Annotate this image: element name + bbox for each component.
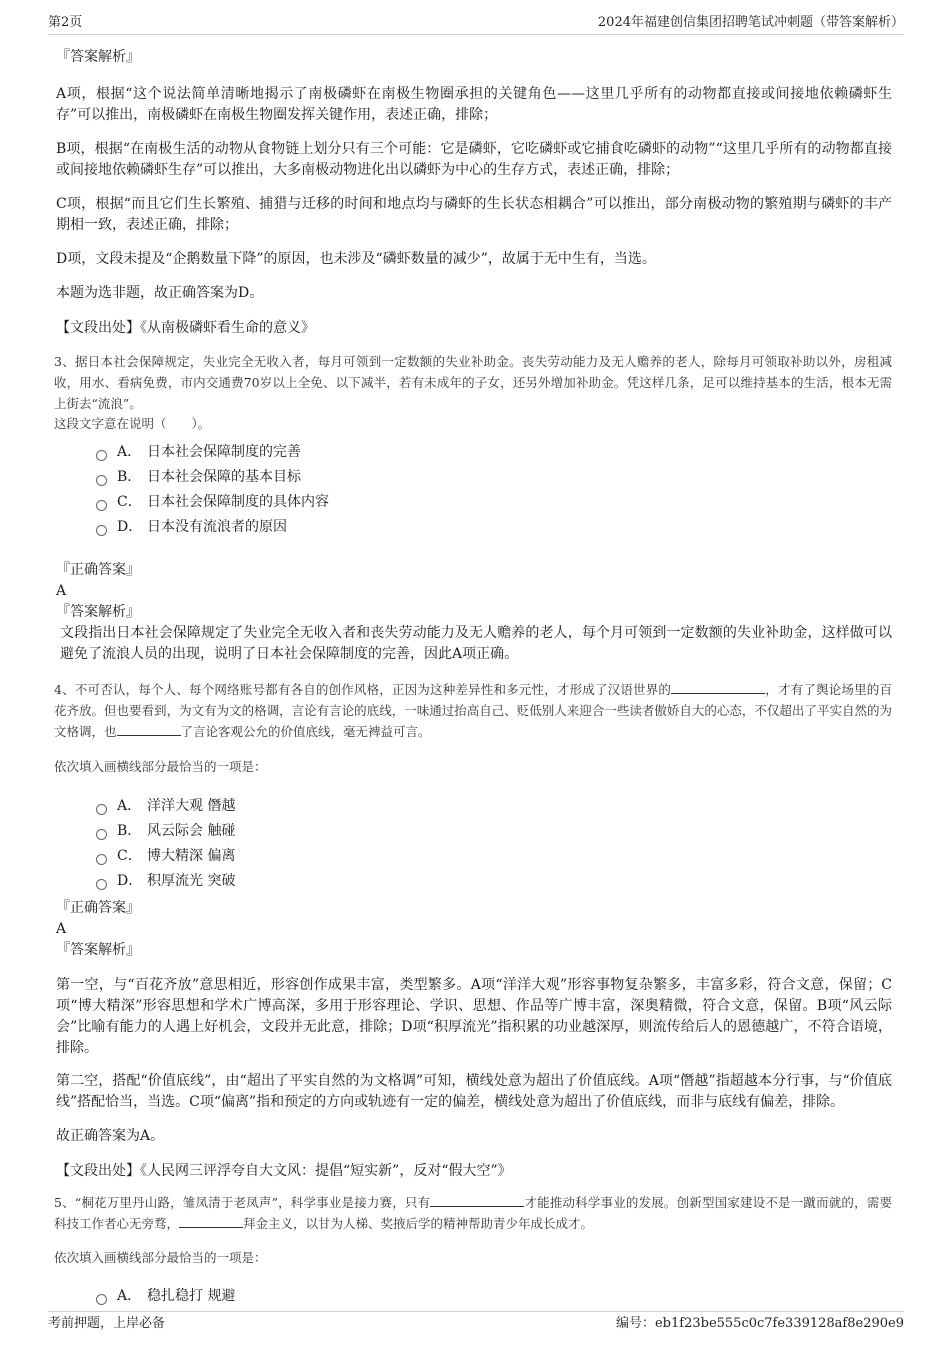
option-text: 博大精深 偏离 (147, 848, 236, 864)
page-header (48, 14, 904, 35)
q3-option-c[interactable] (96, 490, 892, 515)
q4-option-a[interactable] (96, 794, 892, 819)
q4-text-2: ，才有了舆论场里的百花齐放。但也要看到，为文有为文的格调，言论有言论的底线，一味通过抬高自己、贬低别人来迎合一些读者傲娇自大的心态，不仅超出了平实自然的为文格调，也 (54, 682, 892, 739)
radio-icon[interactable] (96, 829, 107, 840)
option-text: 洋洋大观 僭越 (147, 798, 236, 814)
q3-options (56, 440, 892, 540)
option-letter: C． (117, 848, 142, 864)
q4-analysis-1: 第一空，与“百花齐放”意思相近，形容创作成果丰富，类型繁多。A项“洋洋大观”形容事物复杂繁多，丰富多彩，符合文意，保留；C项“博大精深”形容思想和学术广博高深，多用于形容理论、学识、思想、作品等广博丰富，深奥精微，符合文意，保留。B项“风云际会”比喻有能力的人遇上好机会，文段并无此意，排除；D项“积厚流光”指积累的功业越深厚，则流传给后人的恩德越广，不符合语境，排除。 (56, 977, 892, 1056)
option-text: 日本社会保障制度的具体内容 (147, 494, 329, 510)
q3-option-a[interactable] (96, 440, 892, 465)
radio-icon[interactable] (96, 1294, 107, 1305)
q4-question-text (54, 679, 892, 742)
q2-analysis-c: C项，根据“而且它们生长繁殖、捕猎与迁移的时间和地点均与磷虾的生长状态相耦合”可以推出，部分南极动物的繁殖期与磷虾的丰产期相一致，表述正确，排除； (56, 196, 892, 233)
option-letter: A． (117, 1288, 142, 1304)
option-letter: B． (117, 823, 142, 839)
q3-analysis-heading: 『答案解析』 (56, 604, 140, 620)
q2-conclusion: 本题为选非题，故正确答案为D。 (56, 285, 264, 301)
q2-analysis-b: B项，根据“在南极生活的动物从食物链上划分只有三个可能：它是磷虾，它吃磷虾或它捕食吃磷虾的动物”“这里几乎所有的动物都直接或间接地依赖磷虾生存”可以推出，大多南极动物进化出以磷虾为中心的生存方式，表述正确，排除； (56, 141, 892, 178)
option-text: 日本没有流浪者的原因 (147, 519, 287, 535)
q2-analysis-d: D项，文段未提及“企鹅数量下降”的原因，也未涉及“磷虾数量的减少”，故属于无中生有，当选。 (56, 251, 656, 267)
q2-analysis-heading: 『答案解析』 (56, 49, 140, 65)
document-body (56, 44, 892, 1309)
radio-icon[interactable] (96, 475, 107, 486)
option-letter: B． (117, 469, 142, 485)
radio-icon[interactable] (96, 525, 107, 536)
q3-question-text: 3、据日本社会保障规定，失业完全无收入者，每月可领到一定数额的失业补助金。丧失劳动能力及无人赡养的老人，除每月可领取补助以外，房租减收，用水、看病免费，市内交通费70岁以上全免、以下减半，若有未成年的子女，还另外增加补助金。凭这样几条，足可以维持基本的生活，根本无需上街去“流浪”。 (54, 354, 892, 411)
q5-text-2: 才能推动科学事业的发展。创新型国家建设不是一蹴而就的，需要科技工作者心无旁骛， (54, 1195, 892, 1231)
q4-options (56, 794, 892, 894)
q4-option-d[interactable] (96, 869, 892, 894)
radio-icon[interactable] (96, 854, 107, 865)
q3-answer: A (56, 583, 67, 599)
option-letter: D． (117, 519, 143, 535)
q4-text-3: 了言论客观公允的价值底线，毫无裨益可言。 (180, 724, 431, 739)
radio-icon[interactable] (96, 804, 107, 815)
q5-options (56, 1284, 892, 1309)
q4-analysis-heading: 『答案解析』 (56, 942, 140, 958)
radio-icon[interactable] (96, 500, 107, 511)
q2-analysis-a: A项，根据“这个说法简单清晰地揭示了南极磷虾在南极生物圈承担的关键角色——这里几乎所有的动物都直接或间接地依赖磷虾生存”可以推出，南极磷虾在南极生物圈发挥关键作用，表述正确，排除； (56, 86, 892, 123)
q5-blank-1 (430, 1192, 524, 1207)
q5-prompt: 依次填入画横线部分最恰当的一项是： (54, 1250, 267, 1265)
q5-blank-2 (179, 1213, 243, 1228)
page-footer (48, 1311, 904, 1336)
q4-analysis-2: 第二空，搭配“价值底线”，由“超出了平实自然的为文格调”可知，横线处意为超出了价值底线。A项“僭越”指超越本分行事，与“价值底线”搭配恰当，当选。C项“偏离”指和预定的方向或轨迹有一定的偏差，横线处意为超出了价值底线，而非与底线有偏差，排除。 (56, 1073, 892, 1110)
option-text: 积厚流光 突破 (147, 873, 236, 889)
footer-slogan: 考前押题，上岸必备 (48, 1316, 166, 1331)
q4-text-1: 4、不可否认，每个人、每个网络账号都有各自的创作风格，正因为这种差异性和多元性，才形成了汉语世界的 (54, 682, 672, 697)
option-letter: A． (117, 444, 142, 460)
q4-option-b[interactable] (96, 819, 892, 844)
q2-source: 【文段出处】《从南极磷虾看生命的意义》 (56, 320, 315, 336)
q4-answer-heading: 『正确答案』 (56, 900, 140, 916)
option-letter: C． (117, 494, 142, 510)
q4-conclusion: 故正确答案为A。 (56, 1128, 165, 1144)
document-code: 编号：eb1f23be555c0c7fe339128af8e290e9 (615, 1316, 904, 1331)
option-letter: D． (117, 873, 143, 889)
option-letter: A． (117, 798, 142, 814)
page-number: 第2页 (48, 15, 83, 30)
q5-question-text (54, 1192, 892, 1234)
radio-icon[interactable] (96, 879, 107, 890)
q3-answer-heading: 『正确答案』 (56, 562, 140, 578)
q4-blank-2 (117, 721, 181, 736)
option-text: 日本社会保障制度的完善 (147, 444, 301, 460)
option-text: 风云际会 触碰 (147, 823, 236, 839)
q5-text-3: 拜金主义，以甘为人梯、奖掖后学的精神帮助青少年成长成才。 (243, 1216, 594, 1231)
q4-option-c[interactable] (96, 844, 892, 869)
q4-prompt: 依次填入画横线部分最恰当的一项是： (54, 759, 267, 774)
option-text: 稳扎稳打 规避 (147, 1288, 236, 1304)
q3-analysis: 文段指出日本社会保障规定了失业完全无收入者和丧失劳动能力及无人赡养的老人，每个月可领到一定数额的失业补助金，这样做可以避免了流浪人员的出现，说明了日本社会保障制度的完善，因此A项正确。 (60, 625, 892, 662)
document-title: 2024年福建创信集团招聘笔试冲刺题（带答案解析） (597, 15, 904, 30)
radio-icon[interactable] (96, 450, 107, 461)
q5-option-a[interactable] (96, 1284, 892, 1309)
q4-blank-1 (671, 679, 765, 694)
q4-source: 【文段出处】《人民网三评浮夸自大文风：提倡“短实新”，反对“假大空”》 (56, 1163, 512, 1179)
q4-answer: A (56, 921, 67, 937)
q5-text-1: 5、“桐花万里丹山路，雏凤清于老凤声”，科学事业是接力赛，只有 (54, 1195, 431, 1210)
option-text: 日本社会保障的基本目标 (147, 469, 301, 485)
q3-option-b[interactable] (96, 465, 892, 490)
q3-prompt: 这段文字意在说明（ ）。 (54, 416, 211, 431)
q3-option-d[interactable] (96, 515, 892, 540)
